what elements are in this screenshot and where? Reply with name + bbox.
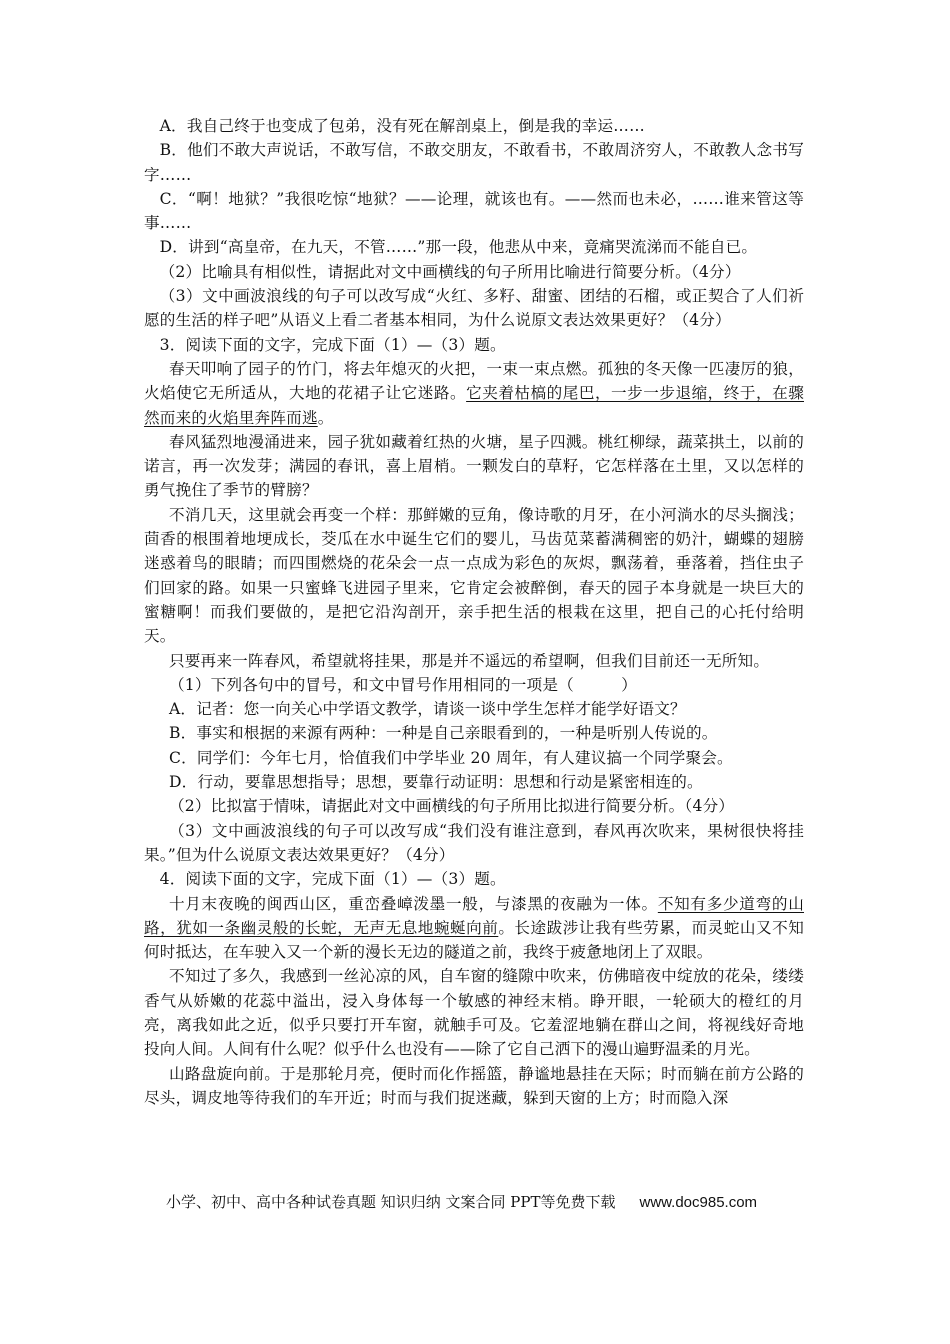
question-4-heading: 4．阅读下面的文字，完成下面（1）—（3）题。: [159, 870, 506, 889]
exam-content: [144, 114, 804, 1110]
prev-option-b: B．他们不敢大声说话，不敢写信，不敢交朋友，不敢看书，不敢周济穷人，不敢教人念书写字……: [144, 141, 804, 184]
q4-paragraph-1: [144, 892, 804, 965]
q3-underlined-sentence: 它夹着枯槁的尾巴，一步一步退缩，终于，在骤然而来的火焰里奔阵而逃: [144, 384, 804, 427]
q3-paragraph-3: 不消几天，这里就会再变一个样：那鲜嫩的豆角，像诗歌的月牙，在小河淌水的尽头搁浅；茴香的根围着地埂成长，茭瓜在水中诞生它们的婴儿，马齿苋菜蓄满稠密的奶汁，蝴蝶的翅膀迷惑着鸟的眼睛；而四围燃烧的花朵会一点一点成为彩色的灰烬，飘荡着，垂落着，挡住虫子们回家的路。如果一只蜜蜂飞进园子里来，它肯定会被醉倒，春天的园子本身就是一块巨大的蜜糖啊！而我们要做的，是把它沿沟剖开，亲手把生活的根栽在这里，把自己的心托付给明天。: [144, 505, 804, 646]
q3-option-b: B．事实和根据的来源有两种：一种是自己亲眼看到的，一种是听别人传说的。: [168, 724, 718, 743]
footer-website[interactable]: www.doc985.com: [639, 1194, 758, 1211]
question-3-heading: 3．阅读下面的文字，完成下面（1）—（3）题。: [159, 335, 506, 354]
q3-subquestion-3: （3）文中画波浪线的句子可以改写成“我们没有谁注意到，春风再次吹来，果树很快将挂果。”但为什么说原文表达效果更好？（4分）: [144, 821, 804, 864]
q3-option-d: D．行动，要靠思想指导；思想，要靠行动证明：思想和行动是紧密相连的。: [168, 773, 703, 792]
q3-paragraph-4: 只要再来一阵春风，希望就将挂果，那是并不遥远的希望啊，但我们目前还一无所知。: [168, 651, 770, 670]
q3-paragraph-1-text: 春天叩响了园子的竹门，将去年熄灭的火把，一束一束点燃。孤独的冬天像一匹凄厉的狼，火焰使它无所适从，大地的花裙子让它迷路。: [144, 359, 804, 403]
q4-paragraph-3: 山路盘旋向前。于是那轮月亮，便时而化作摇篮，静谧地悬挂在天际；时而躺在前方公路的尽头，调皮地等待我们的车开近；时而与我们捉迷藏，躲到天窗的上方；时而隐入深: [144, 1064, 804, 1107]
q3-paragraph-1-end: 。: [317, 408, 334, 427]
q3-paragraph-1: [144, 357, 804, 430]
prev-option-d: D．讲到“高皇帝，在九天，不管……”那一段，他悲从中来，竟痛哭流涕而不能自已。: [159, 238, 758, 257]
page-footer: [166, 1191, 806, 1214]
prev-option-c: C．“啊！地狱？”我很吃惊“地狱？——论理，就该也有。——然而也未必，……谁来管这等事……: [144, 189, 804, 233]
q4-paragraph-1-text: 十月末夜晚的闽西山区，重峦叠嶂泼墨一般，与漆黑的夜融为一体。: [168, 894, 658, 913]
q3-subquestion-1: （1）下列各句中的冒号，和文中冒号作用相同的一项是（ ）: [168, 675, 638, 694]
q3-subquestion-2: （2）比拟富于情味，请据此对文中画横线的句子所用比拟进行简要分析。（4分）: [168, 797, 735, 816]
q3-option-a: A．记者：您一向关心中学语文教学，请谈一谈中学生怎样才能学好语文？: [168, 700, 686, 719]
q3-option-c: C．同学们：今年七月，恰值我们中学毕业 20 周年，有人建议搞一个同学聚会。: [168, 748, 733, 767]
prev-option-a: A．我自己终于也变成了包弟，没有死在解剖桌上，倒是我的幸运……: [159, 117, 645, 135]
q4-paragraph-2: 不知过了多久，我感到一丝沁凉的风，自车窗的缝隙中吹来，仿佛暗夜中绽放的花朵，缕缕香气从娇嫩的花蕊中溢出，浸入身体每一个敏感的神经末梢。睁开眼，一轮硕大的橙红的月亮，离我如此之近，似乎只要打开车窗，就触手可及。它羞涩地躺在群山之间，将视线好奇地投向人间。人间有什么呢？似乎什么也没有——除了它自己洒下的漫山遍野温柔的月光。: [144, 967, 804, 1059]
q4-underlined-sentence: 不知有多少道弯的山路，犹如一条幽灵般的长蛇，无声无息地蜿蜒向前: [144, 894, 804, 937]
footer-text: 小学、初中、高中各种试卷真题 知识归纳 文案合同 PPT等免费下载: [166, 1193, 616, 1211]
prev-subquestion-2: （2）比喻具有相似性，请据此对文中画横线的句子所用比喻进行简要分析。（4分）: [159, 262, 741, 281]
prev-subquestion-3: （3）文中画波浪线的句子可以改写成“火红、多籽、甜蜜、团结的石榴，或正契合了人们祈愿的生活的样子吧”从语义上看二者基本相同，为什么说原文表达效果更好？（4分）: [144, 287, 804, 330]
q3-paragraph-2: 春风猛烈地漫涌进来，园子犹如藏着红热的火塘，星子四溅。桃红柳绿，蔬菜拱土，以前的诺言，再一次发芽；满园的春讯，喜上眉梢。一颗发白的草籽，它怎样落在土里，又以怎样的勇气挽住了季节的臂膀？: [144, 432, 804, 500]
q4-paragraph-1-rest: 。长途跋涉让我有些劳累，而灵蛇山又不知何时抵达，在车驶入又一个新的漫长无边的隧道之前，我终于疲惫地闭上了双眼。: [144, 918, 804, 962]
